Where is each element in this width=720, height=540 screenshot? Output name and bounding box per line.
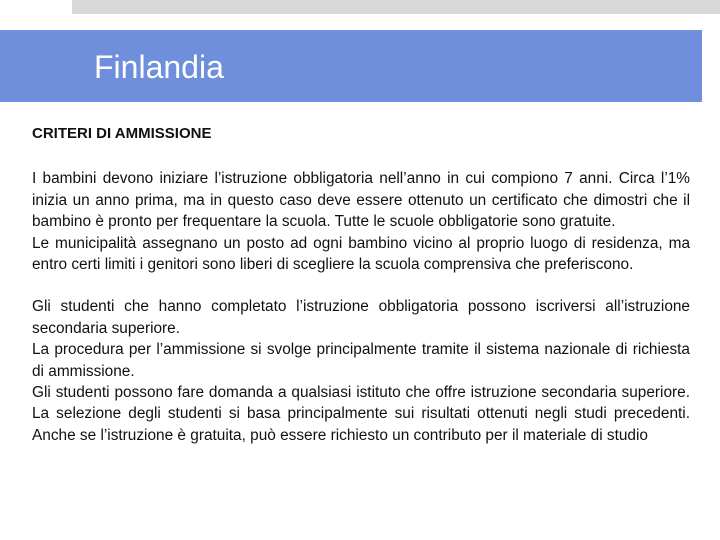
paragraph-compulsory-age: I bambini devono iniziare l’istruzione obbligatoria nell’anno in cui compiono 7 anni. Circa l’1% inizia un anno prima, ma in questo caso deve essere ottenuto un certificato che dimostri che il bambino è pronto per frequentare la scuola. Tutte le scuole obbligatorie sono gratuite. [32, 170, 690, 231]
paragraph-municipality-assignment: Le municipalità assegnano un posto ad ogni bambino vicino al proprio luogo di residenza, ma entro certi limiti i genitori sono liberi di scegliere la scuola comprensiva che preferiscono. [32, 234, 690, 274]
paragraph-admission-procedure: La procedura per l’ammissione si svolge principalmente tramite il sistema nazionale di richiesta di ammissione. [32, 341, 690, 380]
paragraph-spacer [32, 275, 690, 296]
paragraph-secondary-enrollment: Gli studenti che hanno completato l’istruzione obbligatoria possono iscriversi all’istruzione secondaria superiore. [32, 298, 690, 337]
slide-title: Finlandia [94, 49, 224, 85]
top-decorative-strip [72, 0, 720, 14]
slide-content [32, 123, 690, 446]
section-heading: CRITERI DI AMMISSIONE [32, 125, 212, 142]
paragraph-application-selection: Gli studenti possono fare domanda a qualsiasi istituto che offre istruzione secondaria superiore. La selezione degli studenti si basa principalmente sui risultati ottenuti negli studi precedenti. Anche se l’istruzione è gratuita, può essere richiesto un contributo per il materiale di studio [32, 384, 690, 444]
